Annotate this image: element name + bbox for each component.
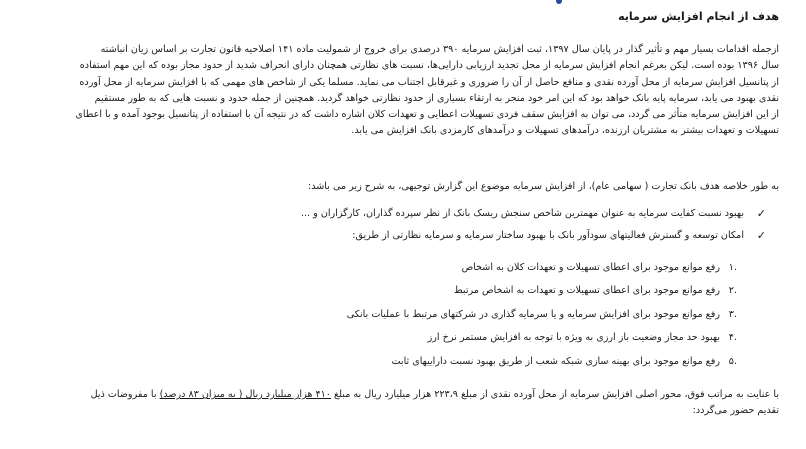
list-item-text: رفع موانع موجود برای افزایش سرمایه و یا سرمایه گذاری در شرکتهای مرتبط با عملیات بانکی [346, 308, 720, 320]
list-item [37, 330, 737, 353]
paragraph-line: نقدی بهبود می یابد، سرمایه پایه بانک خواهد بود که این امر خود منجر به ارتقاء بسیاری از حدود نظارتی خواهد گردید. همچنین از جمله حدود و نسبت هایی که به طور مستقیم [94, 92, 779, 104]
paragraph-line: سال ۱۳۹۶ بوده است. لیکن بعرغم انجام افزایش سرمایه از محل تجدید ارزیابی دارایی‌ها، نسبت های نظارتی همچنان دارای انحراف شدید از حدود مجاز بوده که این مهم استفاده [79, 60, 779, 72]
summary-intro-paragraph [27, 179, 779, 195]
list-item-text: امکان توسعه و گسترش فعالیتهای سودآور بانک با بهبود ساختار سرمایه و سرمایه نظارتی از طریق: [352, 229, 744, 241]
paragraph-line: از پتانسیل افزایش سرمایه از محل آورده نقدی و منافع حاصل از آن را ضروری و غیرقابل اجتناب می نماید. مسلما یکی از شاخص های مهمی که با افزایش سرمایه از محل آورده [79, 76, 779, 88]
list-item [26, 228, 766, 245]
underlined-amount: ۴۱۰ هزار میلیارد ریال ( به میزان ۸۳ درصد) [159, 389, 331, 400]
list-item-number: .۲ [728, 285, 737, 297]
goals-check-list [26, 206, 766, 249]
list-item-text: رفع موانع موجود برای اعطای تسهیلات و تعهدات کلان به اشخاص [461, 262, 720, 273]
conclusion-text-end: با مفروضات ذیل [90, 389, 160, 400]
paragraph-line: از این افزایش سرمایه متأثر می گردد، می توان به افزایش سقف فردی تسهیلات اعطایی و تعهدات کلان اشاره داشت که در نتیجه آن با استفاده از پتانسیل بوجود آمده و با اعطای [75, 109, 779, 121]
section-heading: هدف از انجام افزایش سرمایه [618, 10, 779, 23]
checkmark-icon: ✓ [756, 228, 766, 242]
list-item-text: رفع موانع موجود برای اعطای تسهیلات و تعهدات به اشخاص مرتبط [453, 285, 720, 297]
paragraph-line: به طور خلاصه هدف بانک تجارت ( سهامی عام)، از افزایش سرمایه موضوع این گزارش توجیهی، به شرح زیر می باشد: [308, 181, 779, 192]
conclusion-text-start: با عنایت به مراتب فوق، محور اصلی افزایش سرمایه از محل آورده نقدی از مبلغ ۲۲۳،۹ هزار میلیارد ریال به مبلغ [330, 389, 779, 400]
list-item [37, 283, 737, 306]
list-item-number: .۳ [728, 308, 737, 320]
list-item-number: .۱ [728, 262, 737, 273]
sub-goals-numbered-list [37, 260, 737, 377]
list-item-number: .۴ [728, 332, 737, 344]
list-item-text: بهبود حد مجاز وضعیت باز ارزی به ویژه با توجه به افزایش مستمر نرخ ارز [427, 332, 720, 344]
paragraph-line: تسهیلات و تعهدات بیشتر به مشتریان ارزنده، درآمدهای تسهیلات و درآمدهای کارمزدی بانک افزایش می یابد. [351, 125, 779, 137]
dot-mark-icon [556, 0, 562, 4]
list-item [37, 354, 737, 377]
paragraph-line: تقدیم حضور می‌گردد: [692, 405, 779, 417]
paragraph-line [27, 387, 779, 403]
list-item [37, 307, 737, 330]
checkmark-icon: ✓ [756, 207, 766, 220]
list-item-number: .۵ [728, 355, 737, 367]
page-top-mark [548, 0, 562, 6]
list-item-text: رفع موانع موجود برای بهینه سازی شبکه شعب از طریق بهبود نسبت داراییهای ثابت [391, 355, 720, 367]
conclusion-paragraph [27, 387, 779, 420]
list-item-text: بهبود نسبت کفایت سرمایه به عنوان مهمترین شاخص سنجش ریسک بانک از نظر سپرده گذاران، کارگزاران و ... [300, 208, 744, 219]
paragraph-line: ازجمله اقدامات بسیار مهم و تأثیر گذار در پایان سال ۱۳۹۷، ثبت افزایش سرمایه ۳۹۰ درصدی برای خروج از شمولیت ماده ۱۴۱ اصلاحیه قانون تجارت بر اساس زیان انباشته [100, 44, 779, 55]
list-item [26, 206, 766, 223]
intro-paragraph [27, 42, 779, 140]
list-item [37, 260, 737, 283]
